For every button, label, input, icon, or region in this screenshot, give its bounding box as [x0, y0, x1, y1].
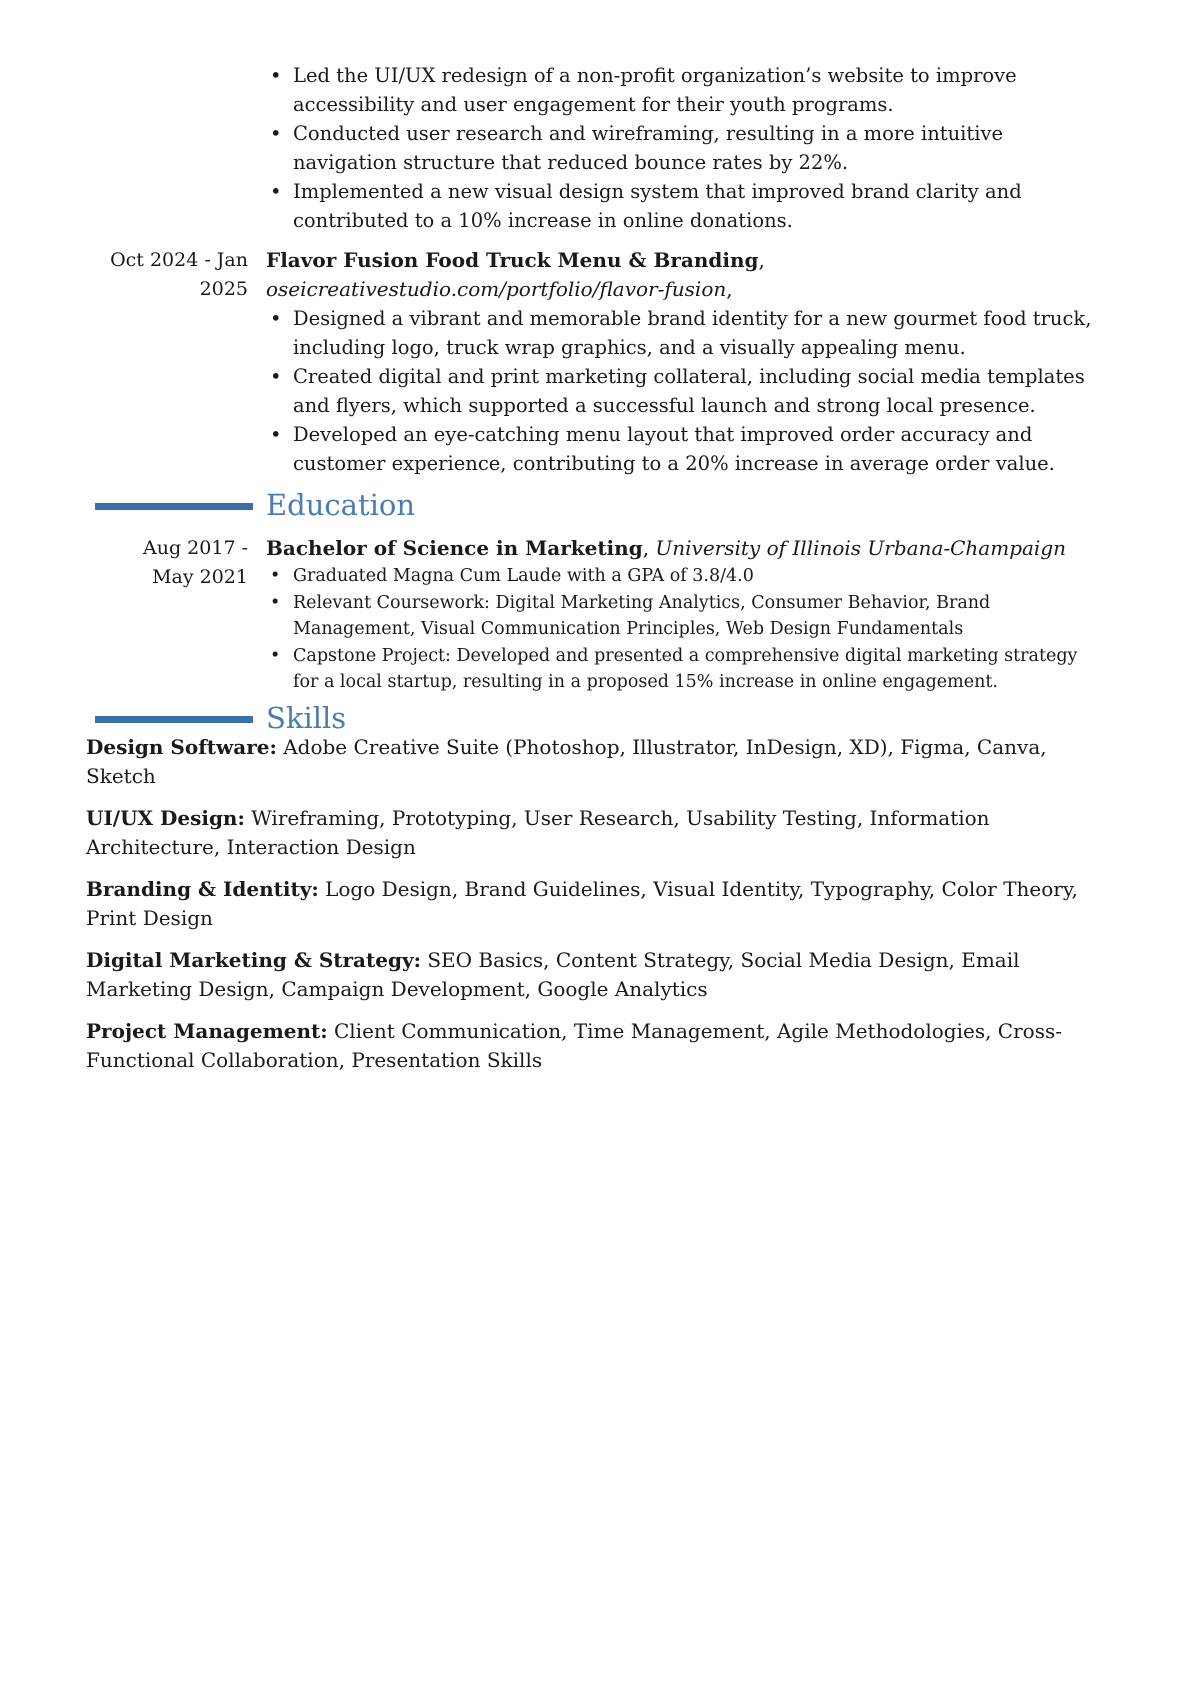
skill-value: Logo Design, Brand Guidelines, Visual Identity, Typography, Color Theory, Print Design — [86, 877, 1078, 930]
section-accent-bar — [95, 503, 253, 510]
list-item: • Implemented a new visual design system that improved brand clarity and contributed to a 10% increase in online donations. — [266, 177, 1096, 235]
skill-value: Client Communication, Time Management, Agile Methodologies, Cross-Functional Collaboration, Presentation Skills — [86, 1019, 1062, 1072]
skill-row — [86, 875, 1116, 933]
list-item: • Graduated Magna Cum Laude with a GPA of 3.8/4.0 — [266, 563, 1096, 590]
education-heading: Bachelor of Science in Marketing, University of Illinois Urbana-Champaign — [266, 536, 1067, 560]
project-heading: Flavor Fusion Food Truck Menu & Branding, oseicreativestudio.com/portfolio/flavor-fusion, — [266, 248, 765, 301]
list-item: • Relevant Coursework: Digital Marketing Analytics, Consumer Behavior, Brand Management, Visual Communication Principles, Web Design Fundamentals — [266, 590, 1096, 643]
skill-row — [86, 1017, 1116, 1075]
project-link[interactable]: oseicreativestudio.com/portfolio/flavor-fusion — [266, 277, 727, 301]
school-name: University of Illinois Urbana-Champaign — [655, 536, 1067, 560]
skill-label: UI/UX Design: — [86, 806, 245, 830]
skill-row — [86, 733, 1116, 791]
list-item: • Developed an eye-catching menu layout that improved order accuracy and customer experience, contributing to a 20% increase in average order value. — [266, 420, 1096, 478]
degree-title: Bachelor of Science in Marketing — [266, 536, 643, 560]
skills-list — [86, 733, 1116, 1088]
skill-label: Digital Marketing & Strategy: — [86, 948, 421, 972]
skill-row — [86, 946, 1116, 1004]
section-title: Education — [266, 488, 416, 522]
list-item: • Designed a vibrant and memorable brand identity for a new gourmet food truck, including logo, truck wrap graphics, and a visually appealing menu. — [266, 304, 1096, 362]
list-item: • Created digital and print marketing collateral, including social media templates and flyers, which supported a successful launch and strong local presence. — [266, 362, 1096, 420]
list-item: • Capstone Project: Developed and presented a comprehensive digital marketing strategy for a local startup, resulting in a proposed 15% increase in online engagement. — [266, 643, 1096, 696]
skill-label: Branding & Identity: — [86, 877, 319, 901]
previous-project-bullets — [266, 61, 1096, 235]
education-section-header — [0, 487, 1190, 527]
section-accent-bar — [95, 716, 253, 723]
education-date: Aug 2017 - May 2021 — [143, 537, 248, 588]
skill-value: Adobe Creative Suite (Photoshop, Illustrator, InDesign, XD), Figma, Canva, Sketch — [86, 735, 1047, 788]
skill-value: Wireframing, Prototyping, User Research, Usability Testing, Information Architecture, Interaction Design — [86, 806, 990, 859]
project-title: Flavor Fusion Food Truck Menu & Branding — [266, 248, 759, 272]
section-title: Skills — [266, 701, 347, 735]
skill-value: SEO Basics, Content Strategy, Social Media Design, Email Marketing Design, Campaign Development, Google Analytics — [86, 948, 1020, 1001]
project-date: Oct 2024 - Jan 2025 — [110, 249, 248, 300]
skill-label: Project Management: — [86, 1019, 328, 1043]
education-bullets — [266, 563, 1096, 696]
list-item: • Led the UI/UX redesign of a non-profit organization’s website to improve accessibility and user engagement for their youth programs. — [266, 61, 1096, 119]
skill-row — [86, 804, 1116, 862]
project-bullets — [266, 304, 1096, 478]
skill-label: Design Software: — [86, 735, 277, 759]
list-item: • Conducted user research and wireframing, resulting in a more intuitive navigation structure that reduced bounce rates by 22%. — [266, 119, 1096, 177]
